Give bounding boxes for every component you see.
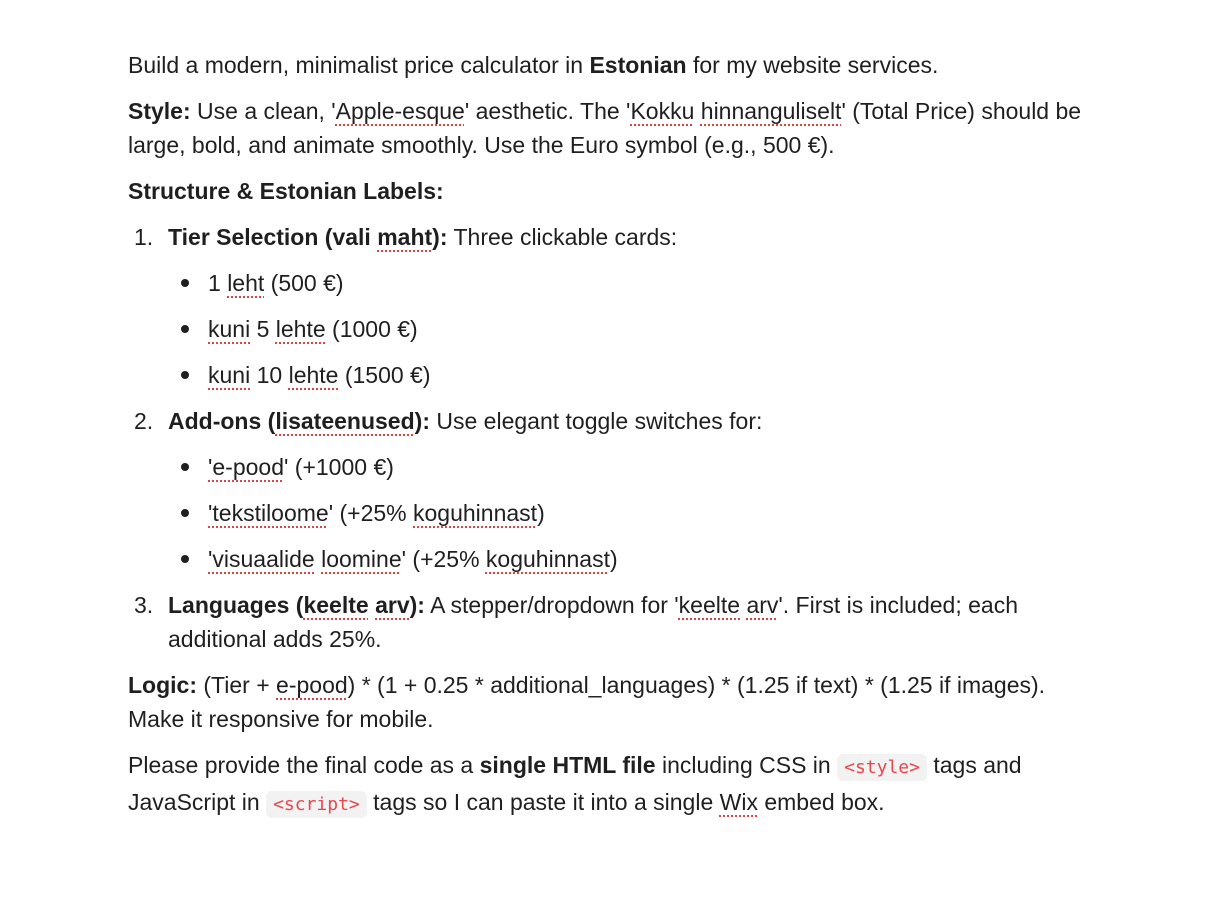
style-text: ' (Total Price) should be large, bold, and animate smoothly. Use the Euro symbol (e.g., 500 €). [128, 98, 1082, 158]
structure-heading [128, 174, 1088, 208]
list-item-languages [128, 588, 1088, 656]
tiers-text: Three clickable cards: [447, 224, 678, 250]
final-text: Please provide the final code as a [128, 752, 480, 778]
label-text: Add-ons ( [168, 408, 276, 434]
final-text: tags and JavaScript in [128, 752, 1022, 815]
logic-text: (Tier + [197, 672, 277, 698]
bullet-icon [181, 555, 189, 563]
label-text: ): [432, 224, 448, 250]
spellcheck-word: koguhinnast [413, 500, 538, 526]
spellcheck-word: lisateenused [275, 408, 415, 434]
languages-text: '. First is included; each additional adds 25%. [168, 592, 1018, 652]
structure-heading-text: Structure & Estonian Labels: [128, 178, 444, 204]
style-paragraph [128, 94, 1088, 162]
style-text: Use a clean, ' [190, 98, 336, 124]
spellcheck-word: 'tekstiloome [208, 500, 329, 526]
list-number: 3. [134, 592, 154, 618]
spellcheck-word: arv [746, 592, 779, 618]
spellcheck-word: e-pood [276, 672, 348, 698]
item-text: (500 €) [264, 270, 344, 296]
spellcheck-word: loomine [321, 546, 402, 572]
final-text: tags so I can paste it into a single [366, 789, 720, 815]
logic-paragraph [128, 668, 1088, 736]
spellcheck-word: arv [375, 592, 410, 618]
intro-paragraph [128, 48, 1088, 82]
item-text: 5 [250, 316, 276, 342]
item-text: 1 [208, 270, 228, 296]
final-bold: single HTML file [479, 752, 656, 778]
spellcheck-word: maht [377, 224, 433, 250]
bullet-icon [181, 325, 189, 333]
spellcheck-word: 'e-pood [208, 454, 285, 480]
spellcheck-word: hinnanguliselt [700, 98, 842, 124]
intro-bold: Estonian [589, 52, 687, 78]
structure-list [128, 220, 1088, 656]
bullet-icon [181, 463, 189, 471]
item-text: ' (+25% [328, 500, 414, 526]
languages-text: A stepper/dropdown for ' [424, 592, 679, 618]
label-text: ): [414, 408, 430, 434]
item-text: ) [537, 500, 545, 526]
spellcheck-word: 'visuaalide [208, 546, 315, 572]
final-paragraph [128, 748, 1088, 822]
list-item [168, 450, 1088, 484]
style-label: Style: [128, 98, 191, 124]
final-text: embed box. [757, 789, 885, 815]
item-text: (1000 €) [325, 316, 418, 342]
list-item [168, 358, 1088, 392]
label-text: ): [409, 592, 425, 618]
list-item [168, 496, 1088, 530]
inline-code-style: <style> [837, 754, 927, 781]
spellcheck-word: Apple-esque [335, 98, 465, 124]
list-item [168, 266, 1088, 300]
languages-label [168, 592, 425, 618]
addons-text: Use elegant toggle switches for: [429, 408, 763, 434]
bullet-icon [181, 509, 189, 517]
spellcheck-word: lehte [288, 362, 339, 388]
list-number: 2. [134, 408, 154, 434]
spellcheck-word: kuni [208, 316, 251, 342]
intro-text-end: for my website services. [686, 52, 939, 78]
label-text: Languages ( [168, 592, 304, 618]
final-text: including CSS in [655, 752, 838, 778]
style-text: ' aesthetic. The ' [464, 98, 631, 124]
list-item-tiers [128, 220, 1088, 392]
item-text: ' (+1000 €) [284, 454, 394, 480]
addons-sublist [168, 450, 1088, 576]
spellcheck-word: keelte [303, 592, 369, 618]
tiers-sublist [168, 266, 1088, 392]
list-item-addons [128, 404, 1088, 576]
item-text: 10 [250, 362, 289, 388]
item-text: ) [609, 546, 618, 572]
item-text: ' (+25% [401, 546, 486, 572]
intro-text: Build a modern, minimalist price calculator in [128, 52, 590, 78]
spellcheck-word: lehte [275, 316, 326, 342]
bullet-icon [181, 279, 189, 287]
tiers-label [168, 224, 448, 250]
item-text: (1500 €) [338, 362, 431, 388]
spellcheck-word: keelte [678, 592, 741, 618]
spellcheck-word: Wix [719, 789, 758, 815]
logic-label: Logic: [128, 672, 197, 698]
list-item [168, 312, 1088, 346]
logic-text: ) * (1 + 0.25 * additional_languages) * (1.25 if text) * (1.25 if images). Make it responsive for mobile. [128, 672, 1046, 732]
message-body [128, 48, 1088, 834]
list-number: 1. [134, 224, 154, 250]
bullet-icon [181, 371, 189, 379]
addons-label [168, 408, 430, 434]
spellcheck-word: kuni [208, 362, 251, 388]
inline-code-script: <script> [266, 791, 367, 818]
spellcheck-word: Kokku [630, 98, 695, 124]
spellcheck-word: koguhinnast [485, 546, 610, 572]
spellcheck-word: leht [227, 270, 265, 296]
list-item [168, 542, 1088, 576]
label-text: Tier Selection (vali [168, 224, 378, 250]
